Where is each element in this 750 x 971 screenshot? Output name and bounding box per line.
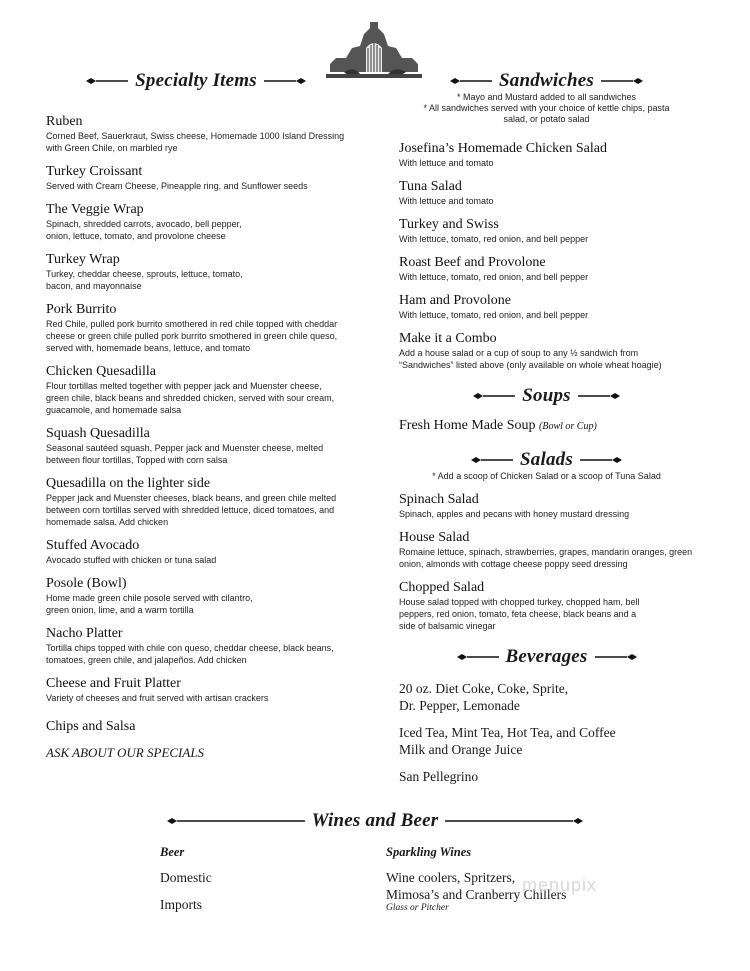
soups-heading bbox=[399, 385, 694, 407]
menu-item: Ham and Provolone With lettuce, tomato, red onion, and bell pepper bbox=[399, 293, 589, 320]
menu-item: Roast Beef and Provolone With lettuce, tomato, red onion, and bell pepper bbox=[399, 255, 589, 282]
beer-item: Imports bbox=[160, 897, 202, 912]
soup-note: (Bowl or Cup) bbox=[539, 421, 597, 432]
salads-title: Salads bbox=[520, 449, 573, 470]
beverage-group bbox=[399, 680, 694, 714]
ornament-right-icon bbox=[264, 76, 308, 86]
menu-item: Turkey Wrap Turkey, cheddar cheese, sprouts, lettuce, tomato, bacon, and mayonnaise bbox=[46, 252, 243, 291]
menu-item: Chips and Salsa bbox=[46, 719, 136, 734]
salads-heading bbox=[399, 449, 694, 471]
sandwich-note: * Mayo and Mustard added to all sandwiches bbox=[456, 92, 637, 102]
specialty-heading bbox=[46, 70, 346, 92]
menu-item: Nacho Platter Tortilla chips topped with chile con queso, cheddar cheese, black beans, tomatoes, green chile, and jalapeños. Add chicken bbox=[46, 626, 334, 665]
menu-item bbox=[399, 417, 694, 435]
ornament-right-icon bbox=[578, 391, 622, 401]
menu-item: Chopped Salad House salad topped with chopped turkey, chopped ham, bell peppers, red onion, tomato, feta cheese, black beans and a side of balsamic vinegar bbox=[399, 580, 640, 631]
ornament-left-icon bbox=[165, 816, 305, 826]
menu-item: Stuffed Avocado Avocado stuffed with chicken or tuna salad bbox=[46, 538, 217, 565]
watermark: menupix bbox=[522, 875, 598, 895]
menu-item: The Veggie Wrap Spinach, shredded carrots, avocado, bell pepper, onion, lettuce, tomato, and provolone cheese bbox=[46, 202, 242, 241]
menu-item: Cheese and Fruit Platter Variety of cheeses and fruit served with artisan crackers bbox=[46, 676, 269, 703]
beer-column bbox=[160, 845, 212, 913]
menu-item: Make it a Combo Add a house salad or a cup of soup to any ½ sandwich from “Sandwiches” listed above (only available on whole wheat hoagie) bbox=[399, 331, 662, 370]
right-column bbox=[399, 70, 694, 785]
beer-item: Domestic bbox=[160, 870, 212, 885]
menu-item: Quesadilla on the lighter side Pepper jack and Muenster cheeses, black beans, and green chile melted between corn tortillas served with shredded lettuce, diced tomatoes, and homemade salsa. Add chicken bbox=[46, 476, 337, 527]
beverage-line: San Pellegrino bbox=[399, 769, 479, 784]
beer-heading: Beer bbox=[160, 845, 185, 859]
beverage-line: Dr. Pepper, Lemonade bbox=[399, 698, 520, 713]
ornament-left-icon bbox=[455, 652, 499, 662]
ornament-right-icon bbox=[601, 76, 645, 86]
beverage-line: Iced Tea, Mint Tea, Hot Tea, and Coffee bbox=[399, 725, 616, 740]
sparkling-item: Wine coolers, Spritzers, bbox=[386, 870, 516, 885]
wines-title: Wines and Beer bbox=[311, 810, 439, 831]
salad-note: * Add a scoop of Chicken Salad or a scoop of Tuna Salad bbox=[432, 471, 661, 481]
beverage-line: 20 oz. Diet Coke, Coke, Sprite, bbox=[399, 681, 569, 696]
menu-item: Josefina’s Homemade Chicken Salad With lettuce and tomato bbox=[399, 141, 608, 168]
ornament-left-icon bbox=[448, 76, 492, 86]
menu-item: Squash Quesadilla Seasonal sautéed squash, Pepper jack and Muenster cheese, melted between flour tortillas, Topped with corn salsa bbox=[46, 426, 324, 465]
menu-item: Pork Burrito Red Chile, pulled pork burrito smothered in red chile topped with cheddar cheese or green chile pulled pork burrito smothered in green chile queso, served with, homemade beans, lettuce, and tomato bbox=[46, 302, 338, 353]
soup-name: Fresh Home Made Soup bbox=[399, 418, 536, 433]
sandwiches-heading bbox=[399, 70, 694, 92]
soups-title: Soups bbox=[522, 385, 571, 406]
menu-item: Tuna Salad With lettuce and tomato bbox=[399, 179, 494, 206]
beverages-heading bbox=[399, 646, 694, 668]
sandwich-note: * All sandwiches served with your choice of kettle chips, pasta salad, or potato salad bbox=[423, 103, 670, 124]
menu-item: House Salad Romaine lettuce, spinach, strawberries, grapes, mandarin oranges, green onion, almonds with cottage cheese poppy seed dressing bbox=[399, 530, 693, 569]
sparkling-note: Glass or Pitcher bbox=[386, 903, 449, 913]
sparkling-heading: Sparkling Wines bbox=[386, 845, 472, 859]
specialty-title: Specialty Items bbox=[135, 70, 257, 91]
ornament-right-icon bbox=[595, 652, 639, 662]
ornament-left-icon bbox=[469, 455, 513, 465]
menu-item: Spinach Salad Spinach, apples and pecans with honey mustard dressing bbox=[399, 492, 630, 519]
ornament-left-icon bbox=[471, 391, 515, 401]
ornament-left-icon bbox=[84, 76, 128, 86]
specialty-column bbox=[46, 70, 346, 761]
menu-item: Posole (Bowl) Home made green chile posole served with cilantro, green onion, lime, and a warm tortilla bbox=[46, 576, 253, 615]
sandwiches-title: Sandwiches bbox=[499, 70, 594, 91]
menu-item: Chicken Quesadilla Flour tortillas melted together with pepper jack and Muenster cheese, green chile, black beans and shredded chicken, served with sour cream, guacamole, and homemade salsa bbox=[46, 364, 335, 415]
beverages-title: Beverages bbox=[505, 646, 588, 667]
ornament-right-icon bbox=[580, 455, 624, 465]
beverage-line: Milk and Orange Juice bbox=[399, 742, 523, 757]
wines-heading bbox=[150, 810, 600, 832]
menu-item: Turkey and Swiss With lettuce, tomato, red onion, and bell pepper bbox=[399, 217, 589, 244]
menu-item: Turkey Croissant Served with Cream Cheese, Pineapple ring, and Sunflower seeds bbox=[46, 164, 308, 191]
ornament-right-icon bbox=[445, 816, 585, 826]
beverage-group bbox=[399, 768, 694, 785]
menu-item: Ruben Corned Beef, Sauerkraut, Swiss cheese, Homemade 1000 Island Dressing with Green Chile, on marbled rye bbox=[46, 114, 345, 153]
beverage-group bbox=[399, 724, 694, 758]
specials-note: ASK ABOUT OUR SPECIALS bbox=[46, 745, 205, 760]
sparkling-item: Mimosa’s and Cranberry Chillers bbox=[386, 887, 567, 902]
